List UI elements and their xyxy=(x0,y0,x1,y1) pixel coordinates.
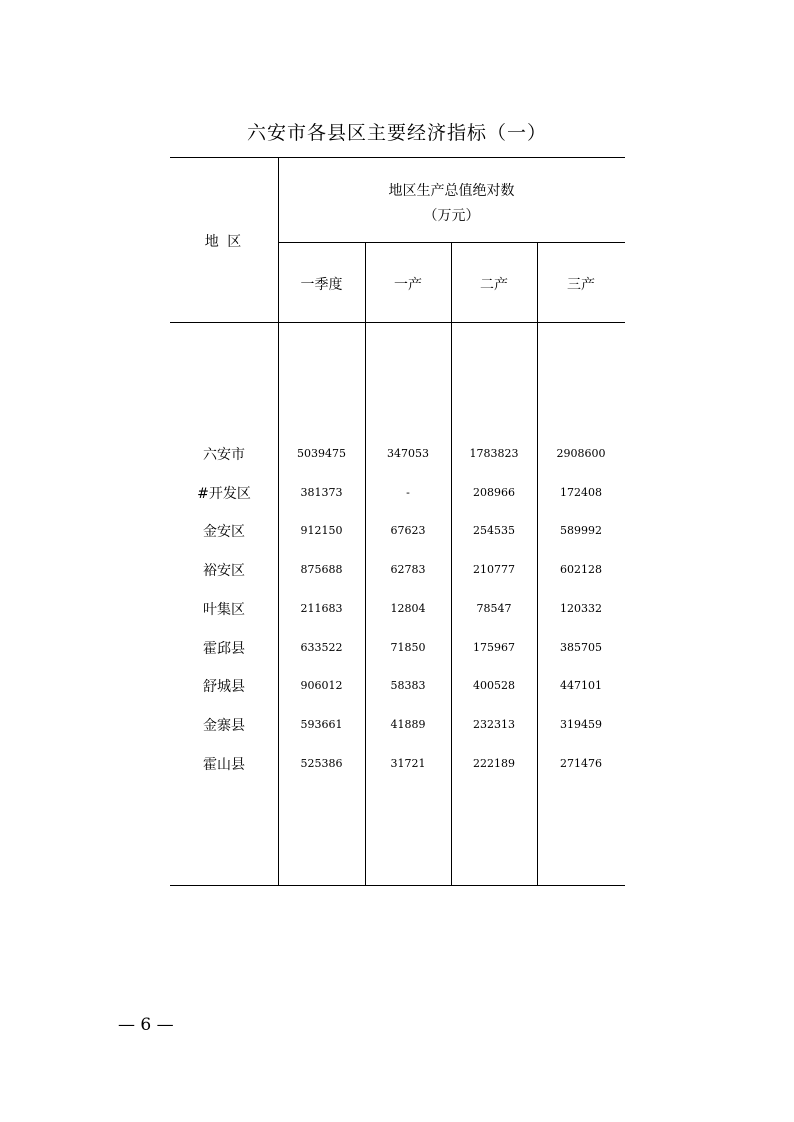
table-cell: 62783 xyxy=(390,563,426,577)
table-cell: 2908600 xyxy=(556,447,606,460)
table-cell: 912150 xyxy=(300,524,343,538)
column-header-q1: 一季度 xyxy=(300,277,343,293)
table-cell: 385705 xyxy=(560,640,602,654)
table-cell: 232313 xyxy=(473,717,515,731)
region-name: 裕安区 xyxy=(203,563,245,580)
table-cell: 633522 xyxy=(300,640,343,654)
table-cell: 210777 xyxy=(473,563,515,577)
table-cell: 589992 xyxy=(560,524,602,538)
gdp-group-header: 地区生产总值绝对数 xyxy=(388,183,515,199)
table-cell: 254535 xyxy=(473,524,515,538)
column-header-secondary: 二产 xyxy=(480,277,508,293)
gdp-unit-label: （万元） xyxy=(423,208,480,224)
table-cell: 12804 xyxy=(390,601,426,615)
column-header-primary: 一产 xyxy=(394,277,422,293)
table-cell: 5039475 xyxy=(297,447,346,460)
table-cell: 875688 xyxy=(300,563,343,577)
region-name: 舒城县 xyxy=(203,679,245,696)
table-cell: 593661 xyxy=(300,717,343,731)
header-divider xyxy=(278,242,625,243)
table-cell: 208966 xyxy=(473,485,515,499)
table-cell: 347053 xyxy=(387,447,429,460)
table-cell: 906012 xyxy=(300,679,343,693)
region-name: 霍山县 xyxy=(203,756,245,773)
table-cell: 67623 xyxy=(390,524,426,538)
table-cell: 447101 xyxy=(560,679,602,693)
page-number: — 6 — xyxy=(118,1015,174,1035)
table-cell: 41889 xyxy=(390,717,426,731)
header-bottom-line xyxy=(170,322,625,323)
region-name: 叶集区 xyxy=(203,601,245,618)
table-cell: 222189 xyxy=(473,756,515,770)
column-header-tertiary: 三产 xyxy=(567,277,595,293)
table-cell: 175967 xyxy=(473,640,515,654)
table-cell: 525386 xyxy=(300,756,343,770)
page-title: 六安市各县区主要经济指标（一） xyxy=(246,122,547,144)
table-cell: 58383 xyxy=(390,679,426,693)
region-name: 霍邱县 xyxy=(203,640,245,657)
region-name: 金安区 xyxy=(203,524,245,541)
column-divider xyxy=(278,158,279,885)
region-name: #开发区 xyxy=(197,485,251,502)
table-cell: 31721 xyxy=(390,756,426,770)
table-cell: 271476 xyxy=(560,756,602,770)
table-cell: 1783823 xyxy=(469,447,519,460)
table-cell: 400528 xyxy=(473,679,515,693)
table-cell: 120332 xyxy=(560,601,602,615)
economic-indicators-table xyxy=(170,157,625,886)
table-cell: - xyxy=(406,485,410,499)
table-cell: 381373 xyxy=(300,485,343,499)
region-column-header: 地 区 xyxy=(204,234,244,250)
table-cell: 172408 xyxy=(560,485,602,499)
table-cell: 71850 xyxy=(390,640,426,654)
table-cell: 78547 xyxy=(476,601,512,615)
table-cell: 602128 xyxy=(560,563,602,577)
region-name: 金寨县 xyxy=(203,717,245,734)
region-name: 六安市 xyxy=(203,447,245,463)
table-cell: 211683 xyxy=(300,601,343,615)
table-cell: 319459 xyxy=(560,717,602,731)
